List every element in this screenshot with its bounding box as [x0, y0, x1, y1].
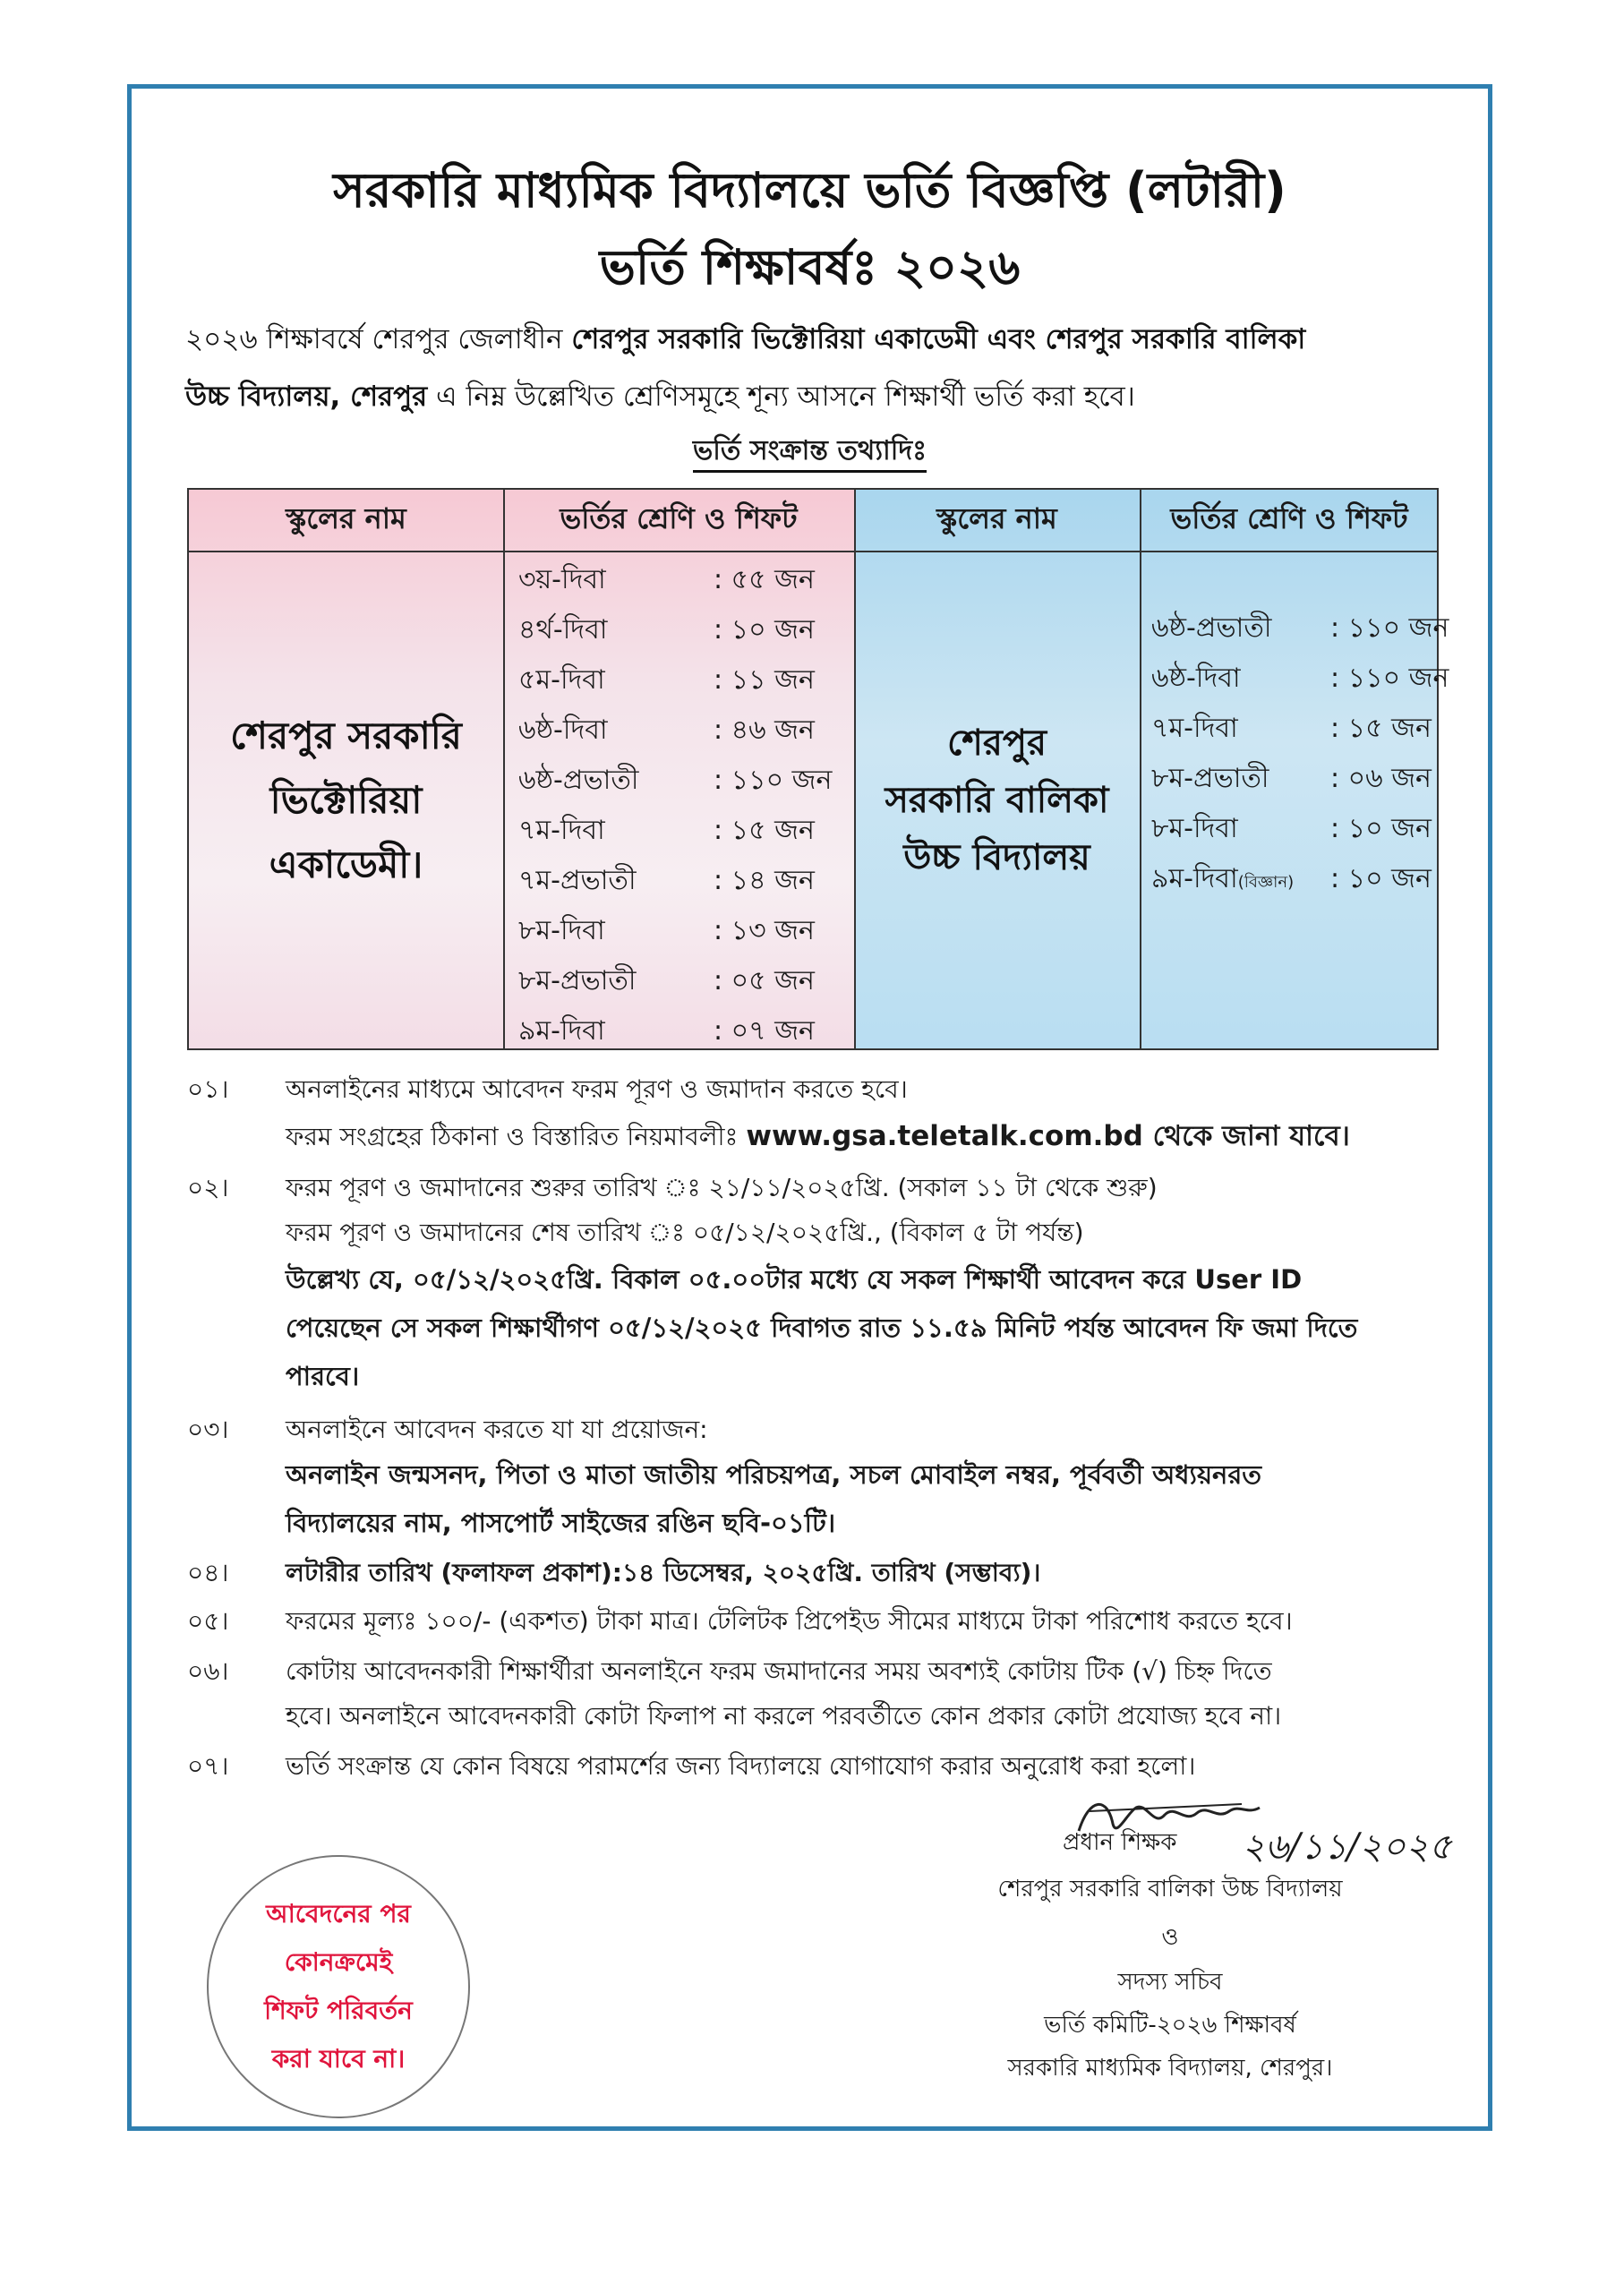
intro-paragraph — [185, 311, 1439, 425]
table-divider — [503, 490, 505, 1048]
notice-frame: সরকারি মাধ্যমিক বিদ্যালয়ে ভর্তি বিজ্ঞপ্তি (লটারী) ভর্তি শিক্ষাবর্ষঃ ২০২৬ ২০২৬ শিক্ষাবর্ষে শেরপুর জেলাধীন শেরপুর সরকারি ভিক্টোরিয়া একাডেমী এবং শেরপুর সরকারি বালিকা উচ্চ বিদ্যালয়, শেরপুর এ নিম্ন উল্লেখিত শ্রেণিসমূহে শূন্য আসনে শিক্ষার্থী ভর্তি করা হবে। ভর্তি সংক্রান্ত তথ্যাদিঃ স্কুলের নাম ভর্তির শ্রেণি ও শিফট স্কুলের নাম ভর্তির শ্রেণি ও শিফট শেরপুর সরকারি ভিক্টোরিয়া একাডেমী। ৩য়-দিবা : ৫৫ জন ৪র্থ-দিবা : ১০ জন ৫ম-দিবা : ১১ জন ৬ষ্ঠ-দিবা : ৪৬ জন ৬ষ্ঠ-প্রভাতী : ১১০ জন ৭ম-দিবা : ১৫ জন ৭ম-প্রভাতী : ১৪ জন ৮ম-দিবা : ১৩ জন ৮ম-প্রভাতী : ০৫ জন ৯ম-দিবা : ০৭ জন শেরপুর সরকারি বালিকা উচ্চ বিদ্যালয় ৬ষ্ঠ-প্রভাতী : ১১০ জন ৬ষ্ঠ-দিবা : ১১০ জন ৭ম-দিবা : ১৫ জন ৮ম-প্রভাতী : ০৬ জন ৮ম-দিবা : ১০ জন ৯ম-দিবা(বিজ্ঞান) : ১০ জন ০১। অনলাইনের মাধ্যমে আবেদন ফরম পূরণ ও জমাদান করতে হবে। ফরম সংগ্রহের ঠিকানা ও বিস্তারিত নিয়মাবলীঃ www.gsa.teletalk.com.bd থেকে জানা যাবে। ০২। ফরম পূরণ ও জমাদানের শুরুর তারিখ ঃ ২১/১১/২০২৫খ্রি. (সকাল ১১ টা থেকে শুরু) ফরম পূরণ ও জমাদানের শেষ তারিখ ঃ ০৫/১২/২০২৫খ্রি., (বিকাল ৫ টা পর্যন্ত) উল্লেখ্য যে, ০৫/১২/২০২৫খ্রি. বিকাল ০৫.০০টার মধ্যে যে সকল শিক্ষার্থী আবেদন করে User ID পেয়েছেন সে সকল শিক্ষার্থীগণ ০৫/১২/২০২৫ দিবাগত রাত ১১.৫৯ মিনিট পর্যন্ত আবেদন ফি জমা দিতে পারবে। ০৩। অনলাইনে আবেদন করতে যা যা প্রয়োজন: অনলাইন জন্মসনদ, পিতা ও মাতা জাতীয় পরিচয়পত্র, সচল মোবাইল নম্বর, পূর্ববর্তী অধ্যয়নরত বিদ্যালয়ের নাম, পাসপোর্ট সাইজের রঙিন ছবি-০১টি। ০৪। লটারীর তারিখ (ফলাফল প্রকাশ):১৪ ডিসেম্বর, ২০২৫খ্রি. তারিখ (সম্ভাব্য)। ০৫। ফরমের মূল্যঃ ১০০/- (একশত) টাকা মাত্র। টেলিটক প্রিপেইড সীমের মাধ্যমে টাকা পরিশোধ করতে হবে। ০৬। কোটায় আবেদনকারী শিক্ষার্থীরা অনলাইনে ফরম জমাদানের সময় অবশ্যই কোটায় টিক (√) চিহ্ন দিতে হবে। অনলাইনে আবেদনকারী কোটা ফিলাপ না করলে পরবর্তীতে কোন প্রকার কোটা প্রযোজ্য হবে না। ০৭। ভর্তি সংক্রান্ত যে কোন বিষয়ে পরামর্শের জন্য বিদ্যালয়ে যোগাযোগ করার অনুরোধ করা হলো। ২৬/১১/২০২৫ প্রধান শিক্ষক শেরপুর সরকারি বালিকা উচ্চ বিদ্যালয় ও সদস্য সচিব ভর্তি কমিটি-২০২৬ শিক্ষাবর্ষ সরকারি মাধ্যমিক বিদ্যালয়, শেরপুর। আবেদনের পর কোনক্রমেই শিফট পরিবর্তন করা যাবে না। — [127, 84, 1492, 2131]
header-school-name-1: স্কুলের নাম — [286, 501, 406, 535]
website-link: www.gsa.teletalk.com.bd থেকে জানা যাবে। — [746, 1120, 1350, 1152]
admission-table — [187, 488, 1449, 1050]
signature-role: প্রধান শিক্ষক — [1063, 1829, 1177, 1856]
header-class-shift-1: ভর্তির শ্রেণি ও শিফট — [560, 501, 798, 535]
signature-school: শেরপুর সরকারি বালিকা উচ্চ বিদ্যালয় — [997, 1876, 1343, 1903]
intro-schools-1: শেরপুর সরকারি ভিক্টোরিয়া একাডেমী এবং শেরপুর সরকারি বালিকা — [571, 323, 1306, 355]
notice-subtitle: ভর্তি শিক্ষাবর্ষঃ ২০২৬ — [599, 239, 1021, 295]
school-girls-high-school: শেরপুর সরকারি বালিকা উচ্চ বিদ্যালয় — [885, 723, 1109, 878]
left-class-list: ৩য়-দিবা : ৫৫ জন ৪র্থ-দিবা : ১০ জন ৫ম-দিবা : ১১ জন ৬ষ্ঠ-দিবা : ৪৬ জন ৬ষ্ঠ-প্রভাতী : ১১০ জন ৭ম-দিবা : ১৫ জন ৭ম-প্রভাতী : ১৪ জন ৮ম-দিবা : ১৩ জন ৮ম-প্রভাতী : ০৫ জন ৯ম-দিবা : ০৭ জন — [518, 564, 833, 1047]
intro-text-2: এ নিম্ন উল্লেখিত শ্রেণিসমূহে শূন্য আসনে শিক্ষার্থী ভর্তি করা হবে। — [427, 381, 1135, 413]
header-school-name-2: স্কুলের নাম — [936, 501, 1057, 535]
shift-change-warning-stamp: আবেদনের পর কোনক্রমেই শিফট পরিবর্তন করা যাবে না। — [207, 1855, 470, 2118]
header-class-shift-2: ভর্তির শ্রেণি ও শিফট — [1170, 501, 1408, 535]
school-victoria-academy: শেরপুর সরকারি ভিক্টোরিয়া একাডেমী। — [230, 714, 462, 886]
intro-schools-2: উচ্চ বিদ্যালয়, শেরপুর — [185, 381, 428, 413]
notice-title: সরকারি মাধ্যমিক বিদ্যালয়ে ভর্তি বিজ্ঞপ্তি (লটারী) — [333, 162, 1286, 218]
signature-member: সদস্য সচিব — [1117, 1969, 1223, 1996]
signature-date: ২৬/১১/২০২৫ — [1242, 1826, 1452, 1868]
table-divider — [1140, 490, 1141, 1048]
intro-text-1: ২০২৬ শিক্ষাবর্ষে শেরপুর জেলাধীন — [185, 323, 572, 355]
signature-and: ও — [1161, 1924, 1179, 1951]
info-heading: ভর্তি সংক্রান্ত তথ্যাদিঃ — [132, 429, 1488, 475]
signature-office: সরকারি মাধ্যমিক বিদ্যালয়, শেরপুর। — [1007, 2055, 1333, 2082]
right-class-list: ৬ষ্ঠ-প্রভাতী : ১১০ জন ৬ষ্ঠ-দিবা : ১১০ জন ৭ম-দিবা : ১৫ জন ৮ম-প্রভাতী : ০৬ জন ৮ম-দিবা : ১০ জন ৯ম-দিবা(বিজ্ঞান) : ১০ জন — [1151, 612, 1449, 894]
signature-committee: ভর্তি কমিটি-২০২৬ শিক্ষাবর্ষ — [1044, 2012, 1296, 2039]
